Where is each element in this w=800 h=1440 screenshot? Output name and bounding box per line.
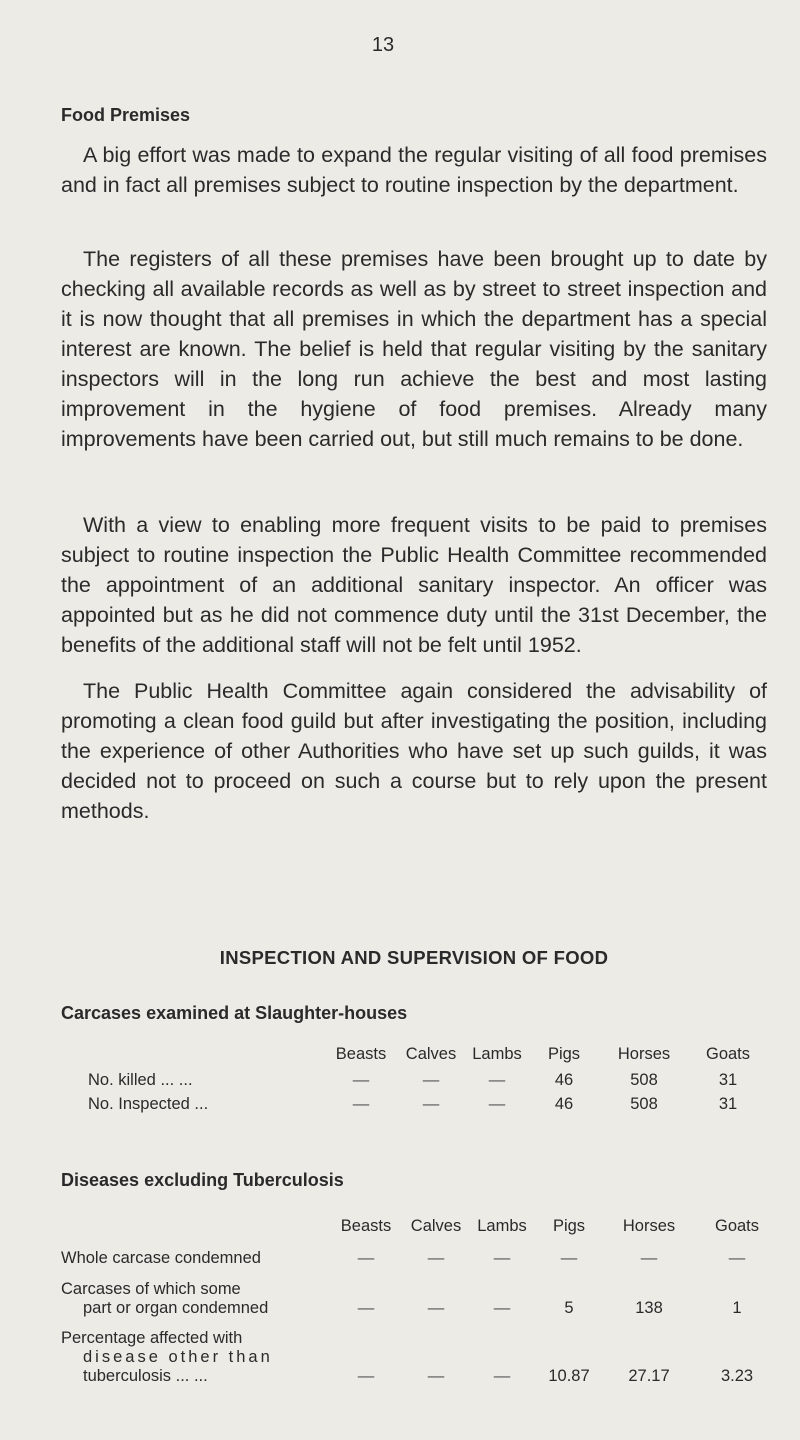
table-cell: — [357,1299,375,1317]
table-row [88,1092,768,1116]
column-header: Lambs [477,1216,527,1235]
table-cell: 46 [554,1094,574,1113]
table-cell: — [728,1249,746,1267]
table-cell: 46 [554,1070,574,1089]
column-header: Beasts [335,1044,387,1063]
table-cell: — [357,1367,375,1385]
table-cell: 508 [630,1094,658,1113]
column-header: Goats [705,1044,751,1063]
column-header: Goats [714,1216,760,1235]
row-label: No. Inspected ... [88,1094,209,1113]
table-cell: — [352,1094,370,1113]
column-header: Calves [410,1216,462,1235]
paragraph-3: With a view to enabling more frequent visits to be paid to premises subject to routine inspection the Public Health Committee recommended the appointment of an additional sanitary inspector. An officer was appointed but as he did not commence duty until the 31st December, the benefits of the additional staff will not be felt until 1952. [61,513,767,657]
row-label: Carcases of which some part or organ condemned [61,1280,269,1317]
table-cell: — [422,1094,440,1113]
table-cell: — [427,1299,445,1317]
table-cell: — [488,1070,506,1089]
column-header: Pigs [552,1216,586,1235]
table-cell: — [560,1249,578,1267]
row-label: No. killed ... ... [88,1070,193,1089]
table-row [61,1242,781,1268]
diseases-table [61,1210,781,1386]
table-header-row [61,1210,781,1242]
table-cell: — [427,1249,445,1267]
paragraph-4: The Public Health Committee again considered the advisability of promoting a clean food guild but after investigating the position, including the experience of other Authorities who have set up such guilds, it was decided not to proceed on such a course but to rely upon the present methods. [61,679,767,823]
row-label: Percentage affected with disease other than tuberculosis ... ... [61,1329,273,1385]
table-cell: — [352,1070,370,1089]
table-header-row [88,1040,768,1068]
column-header: Pigs [547,1044,581,1063]
table-cell: — [493,1249,511,1267]
table-cell: — [357,1249,375,1267]
table-cell: 27.17 [628,1367,670,1385]
table-cell: 31 [718,1094,738,1113]
inspection-heading: INSPECTION AND SUPERVISION OF FOOD [219,947,609,968]
column-header: Horses [622,1216,676,1235]
table-cell: 31 [718,1070,738,1089]
diseases-heading: Diseases excluding Tuberculosis [61,1170,344,1190]
table-cell: 3.23 [720,1367,754,1385]
table-cell: — [493,1367,511,1385]
column-header: Calves [405,1044,457,1063]
table-cell: — [488,1094,506,1113]
table-cell: 10.87 [548,1367,590,1385]
table-cell: 1 [732,1299,742,1317]
carcases-table [88,1040,768,1116]
table-cell: — [427,1367,445,1385]
table-cell: 508 [630,1070,658,1089]
table-row [88,1068,768,1092]
paragraph-1: A big effort was made to expand the regular visiting of all food premises and in fact all premises subject to routine inspection by the department. [61,143,767,197]
column-header: Horses [617,1044,671,1063]
table-row [61,1318,781,1386]
column-header: Beasts [340,1216,392,1235]
table-row [61,1268,781,1318]
paragraph-2: The registers of all these premises have been brought up to date by checking all available records as well as by street to street inspection and it is now thought that all premises in which the department has a special interest are known. The belief is held that regular visiting by the sanitary inspectors will in the long run achieve the best and most lasting improvement in the hygiene of food premises. Already many improvements have been carried out, but still much remains to be done. [61,247,767,451]
page-number: 13 [371,34,395,56]
row-label: Whole carcase condemned [61,1249,261,1267]
table-cell: — [640,1249,658,1267]
carcases-heading: Carcases examined at Slaughter-houses [61,1003,408,1023]
table-cell: 138 [635,1299,663,1317]
table-cell: — [422,1070,440,1089]
table-cell: 5 [564,1299,574,1317]
column-header: Lambs [472,1044,522,1063]
food-premises-heading: Food Premises [61,105,191,125]
table-cell: — [493,1299,511,1317]
